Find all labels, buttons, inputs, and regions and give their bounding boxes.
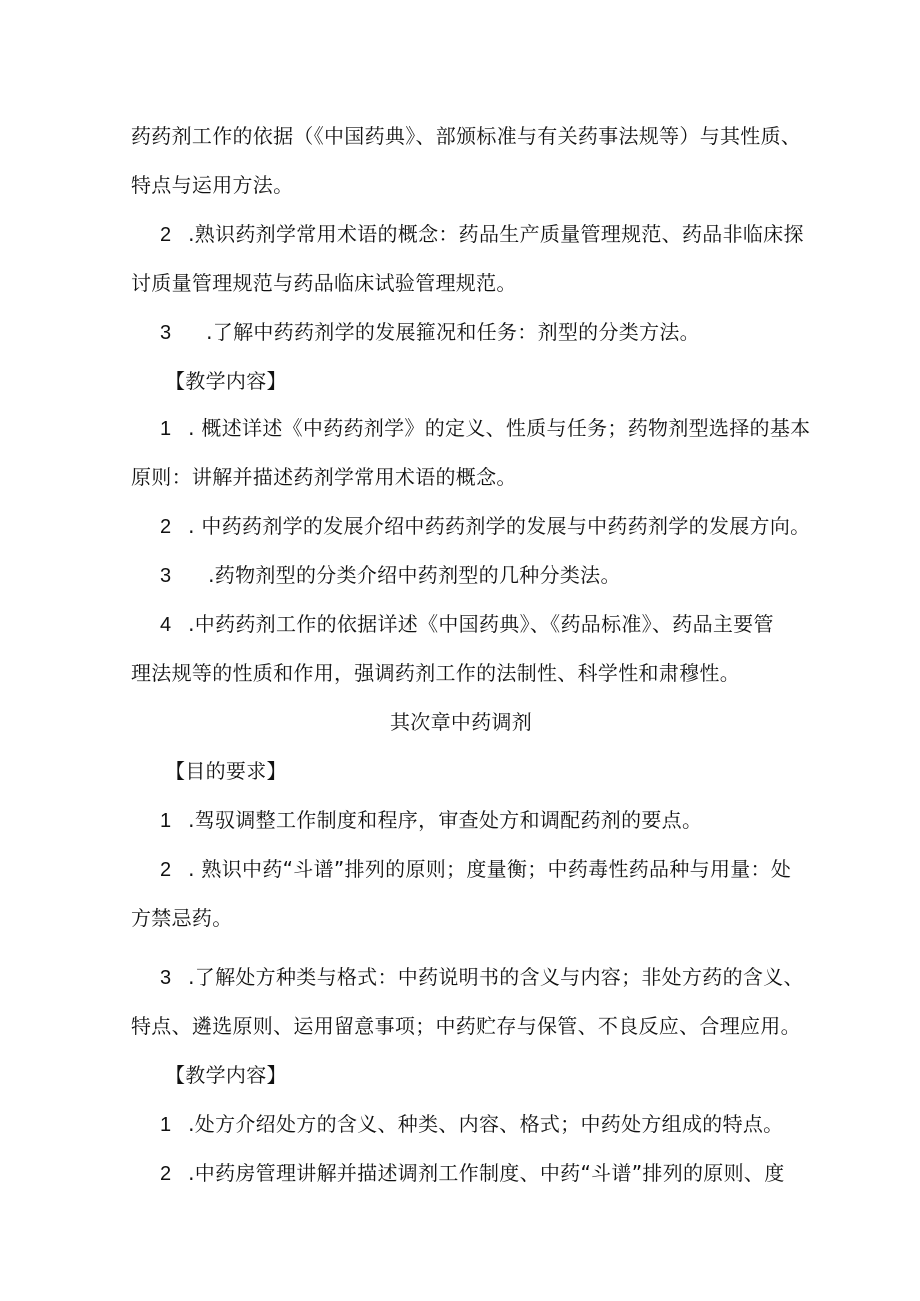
section-heading: 【教学内容】 — [165, 1063, 287, 1087]
item-number: 2 — [160, 859, 172, 881]
item-number: 2 — [160, 1163, 172, 1185]
list-item — [160, 855, 791, 884]
item-text: .药物剂型的分类介绍中药剂型的几种分类法。 — [208, 563, 621, 587]
item-number: 1 — [160, 418, 172, 440]
item-number: 2 — [160, 224, 172, 246]
list-item — [160, 318, 700, 347]
item-text: . 概述详述《中药药剂学》的定义、性质与任务；药物剂型选择的基本 — [188, 416, 811, 440]
item-number: 3 — [160, 322, 172, 344]
paragraph-line: 讨质量管理规范与药品临床试验管理规范。 — [131, 271, 517, 295]
item-text: . 熟识中药“斗谱”排列的原则；度量衡；中药毒性药品种与用量：处 — [188, 857, 792, 881]
item-number: 3 — [160, 565, 172, 587]
paragraph-line: 原则：讲解并描述药剂学常用术语的概念。 — [131, 465, 517, 489]
section-heading: 【教学内容】 — [165, 369, 287, 393]
list-item — [160, 512, 810, 541]
item-text: .驾驭调整工作制度和程序，审查处方和调配药剂的要点。 — [188, 808, 703, 832]
item-text: .熟识药剂学常用术语的概念：药品生产质量管理规范、药品非临床探 — [188, 222, 804, 246]
list-item — [160, 1159, 785, 1188]
list-item — [160, 561, 621, 590]
item-text: .中药药剂工作的依据详述《中国药典》、《药品标准》、药品主要管 — [188, 612, 774, 636]
paragraph-line: 理法规等的性质和作用，强调药剂工作的法制性、科学性和肃穆性。 — [131, 661, 740, 685]
item-number: 1 — [160, 810, 172, 832]
list-item — [160, 963, 804, 992]
list-item — [160, 610, 774, 639]
item-number: 2 — [160, 516, 172, 538]
chapter-title: 其次章中药调剂 — [390, 710, 533, 734]
item-number: 1 — [160, 1114, 172, 1136]
list-item — [160, 1110, 783, 1139]
paragraph-line: 特点与运用方法。 — [131, 173, 294, 197]
item-text: .处方介绍处方的含义、种类、内容、格式；中药处方组成的特点。 — [188, 1112, 784, 1136]
list-item — [160, 220, 804, 249]
item-number: 4 — [160, 614, 172, 636]
item-text: .了解中药药剂学的发展箍况和任务：剂型的分类方法。 — [206, 320, 700, 344]
list-item — [160, 806, 702, 835]
paragraph-line: 方禁忌药。 — [131, 906, 233, 930]
paragraph-line: 药药剂工作的依据（《中国药典》、部颁标准与有关药事法规等）与其性质、 — [131, 124, 802, 148]
item-number: 3 — [160, 967, 172, 989]
item-text: . 中药药剂学的发展介绍中药药剂学的发展与中药药剂学的发展方向。 — [188, 514, 811, 538]
paragraph-line: 特点、遴选原则、运用留意事项；中药贮存与保管、不良反应、合理应用。 — [131, 1014, 801, 1038]
section-heading: 【目的要求】 — [165, 759, 287, 783]
item-text: .中药房管理讲解并描述调剂工作制度、中药“斗谱”排列的原则、度 — [188, 1161, 785, 1185]
item-text: .了解处方种类与格式：中药说明书的含义与内容；非处方药的含义、 — [188, 965, 804, 989]
list-item — [160, 414, 810, 443]
